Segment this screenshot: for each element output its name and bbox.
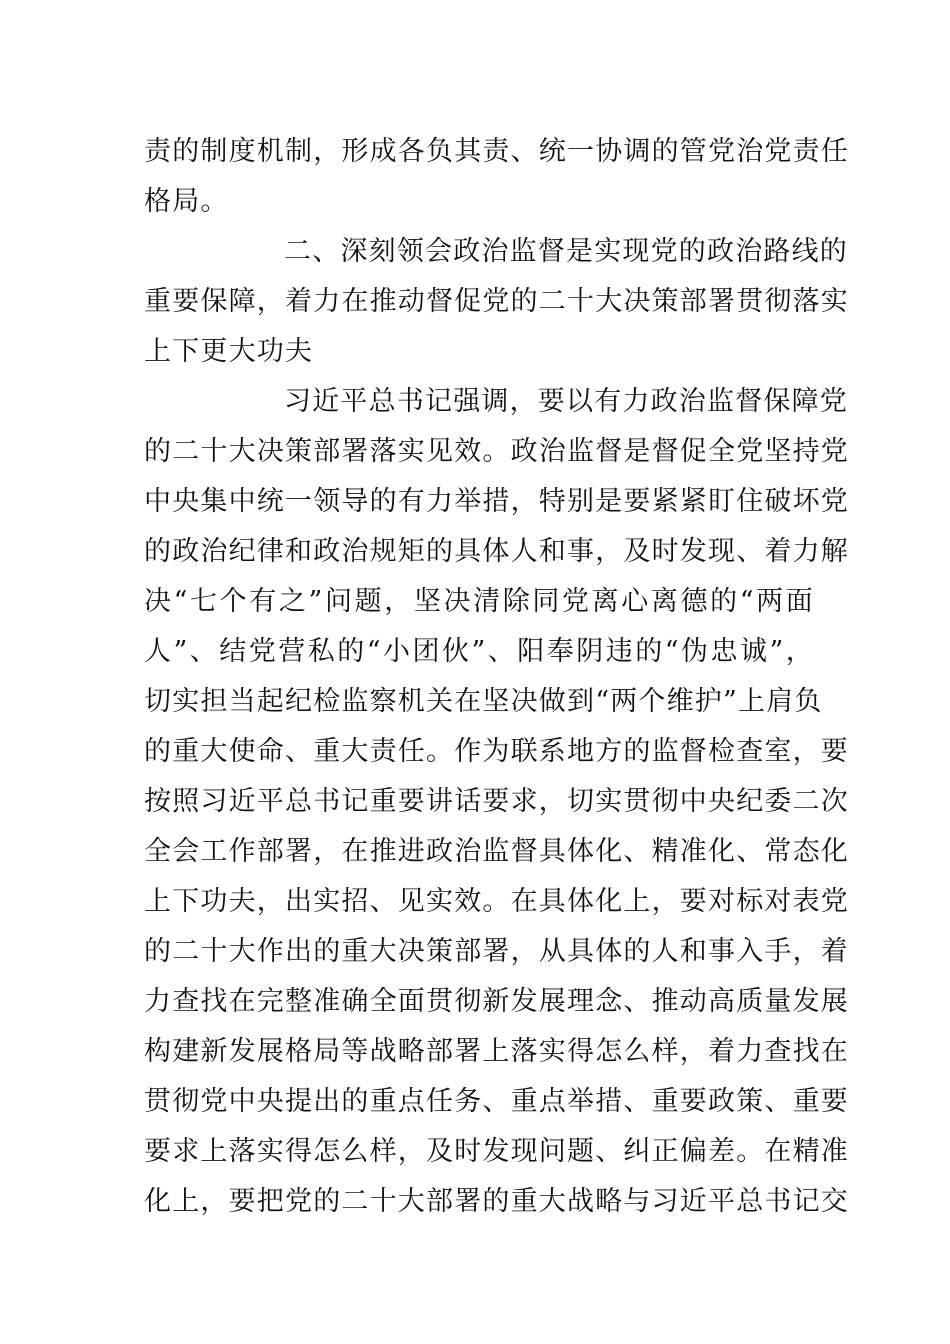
section-heading-line: 上下更大功夫: [144, 336, 314, 367]
text-line: 的二十大决策部署落实见效。政治监督是督促全党坚持党: [144, 436, 849, 467]
text-line: 力查找在完整准确全面贯彻新发展理念、推动高质量发展: [144, 986, 849, 1017]
section-heading-line: 二、深刻领会政治监督是实现党的政治路线的: [284, 236, 848, 267]
text-line: 的政治纪律和政治规矩的具体人和事，及时发现、着力解: [144, 536, 849, 567]
text-line: 习近平总书记强调，要以有力政治监督保障党: [284, 386, 848, 417]
text-line: 切实担当起纪检监察机关在坚决做到“两个维护”上肩负: [144, 686, 823, 717]
text-line: 上下功夫，出实招、见实效。在具体化上，要对标对表党: [144, 886, 849, 917]
text-line: 中央集中统一领导的有力举措，特别是要紧紧盯住破坏党: [144, 486, 849, 517]
text-line: 贯彻党中央提出的重点任务、重点举措、重要政策、重要: [144, 1086, 849, 1117]
text-line: 化上，要把党的二十大部署的重大战略与习近平总书记交: [144, 1186, 849, 1217]
text-line: 人”、结党营私的“小团伙”、阳奉阴违的“伪忠诚”，: [144, 636, 814, 667]
text-line: 构建新发展格局等战略部署上落实得怎么样，着力查找在: [144, 1036, 849, 1067]
text-line: 要求上落实得怎么样，及时发现问题、纠正偏差。在精准: [144, 1136, 849, 1167]
text-line: 责的制度机制，形成各负其责、统一协调的管党治党责任: [144, 136, 849, 167]
text-line: 的重大使命、重大责任。作为联系地方的监督检查室，要: [144, 736, 849, 767]
text-line: 格局。: [144, 186, 229, 217]
section-heading-line: 重要保障，着力在推动督促党的二十大决策部署贯彻落实: [144, 286, 849, 317]
text-line: 决“七个有之”问题，坚决清除同党离心离德的“两面: [144, 586, 814, 617]
text-line: 的二十大作出的重大决策部署，从具体的人和事入手，着: [144, 936, 849, 967]
text-line: 按照习近平总书记重要讲话要求，切实贯彻中央纪委二次: [144, 786, 849, 817]
text-line: 全会工作部署，在推进政治监督具体化、精准化、常态化: [144, 836, 849, 867]
